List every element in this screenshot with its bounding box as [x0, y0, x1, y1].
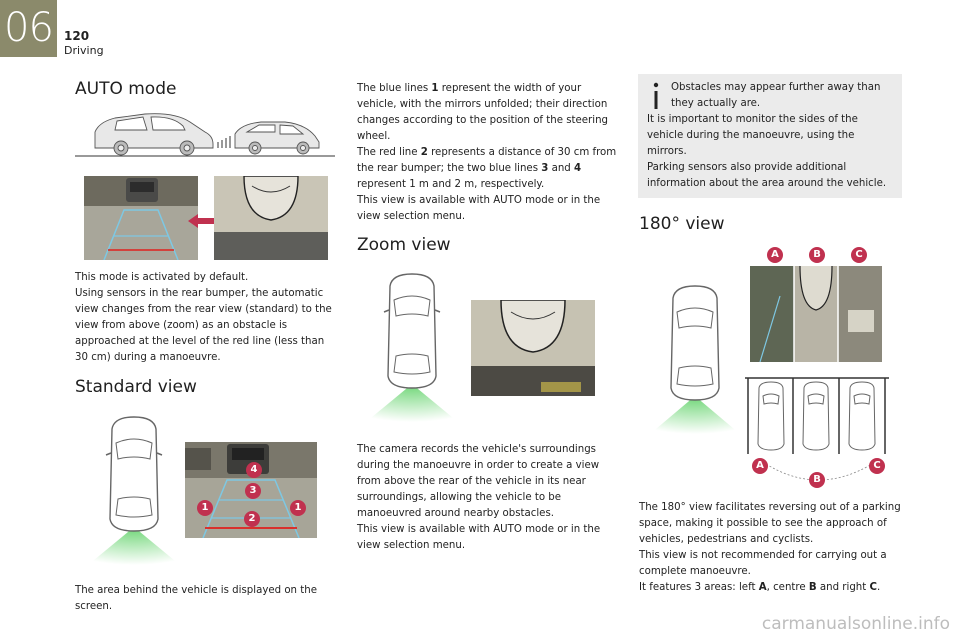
standard-view-car [84, 415, 184, 565]
callout-4: 4 [246, 462, 262, 478]
view-180-title: 180° view [639, 214, 725, 234]
auto-mode-title: AUTO mode [75, 79, 177, 99]
label-c-top: C [851, 247, 867, 263]
label-b-top: B [809, 247, 825, 263]
chapter-title: Driving [64, 44, 104, 57]
view-180-camera-image [750, 266, 882, 362]
guide-lines-text: The blue lines 1 represent the width of your vehicle, with the mirrors unfolded; their direction changes according to the position of the steering wheel. The red line 2 represents a distance of 30 cm from the rear bumper; the two blue lines 3 and 4 represent 1 m and 2 m, respectively. This view is available with AUTO mode or in the view selection menu. [357, 83, 617, 222]
auto-mode-text: This mode is activated by default. Using sensors in the rear bumper, the automatic view changes from the rear view (standard) to the view from above (zoom) as an obstacle is approached at the level of the red line (less than 30 cm) during a manoeuvre. [75, 272, 332, 363]
view-180-text: The 180° view facilitates reversing out of a parking space, making it possible to see the approach of vehicles, pedestrians and cyclists. This view is not recommended for carrying out a complete manoeuvre. It features 3 areas: left A, centre B and right C. [639, 502, 901, 593]
zoom-view-title: Zoom view [357, 235, 451, 255]
zoom-view-text: The camera records the vehicle's surroundings during the manoeuvre in order to create a view from above the rear of the vehicle in its near surroundings, allowing the vehicle to be manoeuvred around nearby obstacles. This view is available with AUTO mode or in the view selection menu. [357, 444, 601, 551]
callout-1-right: 1 [290, 500, 306, 516]
callout-3: 3 [245, 483, 261, 499]
label-a-top: A [767, 247, 783, 263]
zoom-view-camera-image [471, 300, 595, 396]
info-text: Obstacles may appear further away than they actually are. It is important to monitor the sides of the vehicle during the manoeuvre, using the mirrors. Parking sensors also provide additional information about the area around the vehicle. [647, 82, 887, 189]
callout-2: 2 [244, 511, 260, 527]
auto-mode-car-illustration [75, 108, 335, 160]
callout-1-left: 1 [197, 500, 213, 516]
zoom-view-car [362, 272, 462, 422]
label-b-bottom: B [809, 472, 825, 488]
label-c-bottom: C [869, 458, 885, 474]
watermark: carmanualsonline.info [761, 614, 950, 634]
parking-diagram [745, 376, 889, 454]
rear-camera-image [84, 176, 198, 260]
standard-view-text: The area behind the vehicle is displayed on the screen. [75, 585, 317, 612]
standard-view-title: Standard view [75, 377, 197, 397]
zoom-camera-image [214, 176, 328, 260]
label-a-bottom: A [752, 458, 768, 474]
chapter-tab: 06 [0, 0, 57, 57]
view-180-car [648, 284, 742, 434]
page-number: 120 [64, 29, 90, 43]
